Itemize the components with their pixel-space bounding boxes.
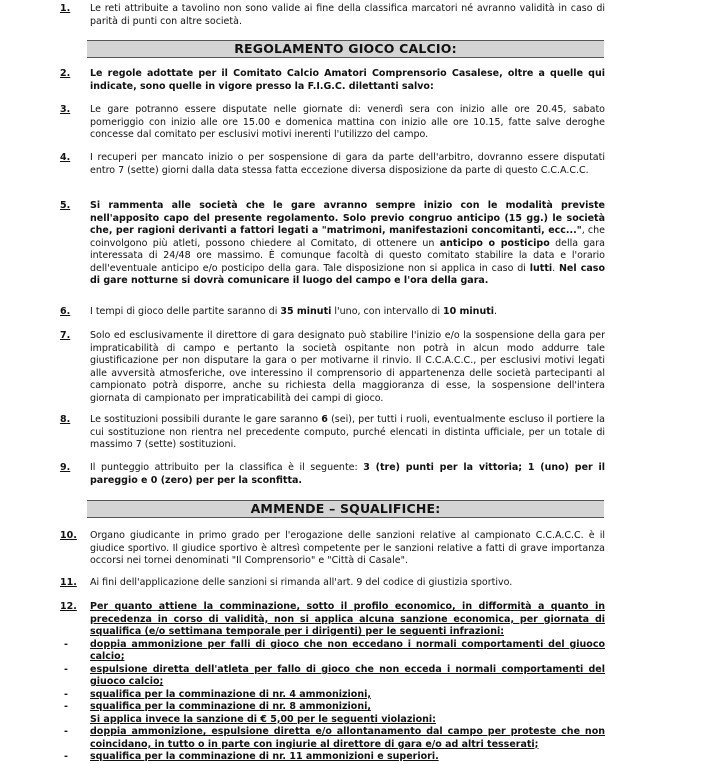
rule-number: 11. xyxy=(60,577,77,588)
rule-text: Le reti attribuite a tavolino non sono valide ai fine della classifica marcatori né avranno validità in caso di parità di punti con altre società. xyxy=(90,3,605,27)
bullet-text: espulsione diretta dell'atleta per fallo di gioco che non ecceda i normali comportamenti del giuoco calcio; xyxy=(90,663,605,688)
rule-11 xyxy=(60,577,605,590)
rule-6-duration: 35 minuti xyxy=(280,306,332,317)
rule-6-text-c: . xyxy=(494,306,498,317)
rule-8-text-a: Le sostituzioni possibili durante le gare saranno xyxy=(90,414,322,425)
rule-text: Le gare potranno essere disputate nelle giornate di: venerdì sera con inizio alle ore 20.45, sabato pomeriggio con inizio alle ore 15.00 e domenica mattina con inizio alle ore 10.15, fatte salve deroghe concesse dal comitato per esclusivi motivi inerenti l'utilizzo del campo. xyxy=(90,104,605,141)
rule-6-text-a: I tempi di gioco delle partite saranno di xyxy=(90,306,281,317)
bullet-text: squalifica per la comminazione di nr. 8 ammonizioni, xyxy=(90,701,371,713)
list-item xyxy=(60,726,605,751)
rule-text xyxy=(90,462,605,487)
rule-12-intro: Per quanto attiene la comminazione, sotto il profilo economico, in difformità a quanto in precedenza in corso di validità, non si applica alcuna sanzione economica, per giornata di squalifica (e/o settimana temporale per i dirigenti) per le seguenti infrazioni: xyxy=(90,601,605,638)
rule-text: Organo giudicante in primo grado per l'erogazione delle sanzioni relative al campionato C.C.A.C.C. è il giudice sportivo. Il giudice sportivo è altresì competente per le sanzioni relative a fatti di grave importanza occorsi nei tornei denominati "Il Comprensorio" e "Città di Casale". xyxy=(90,530,605,567)
rule-8-count: 6 xyxy=(321,414,328,425)
rule-number: 8. xyxy=(60,414,71,425)
rule-5-text-c: . xyxy=(552,262,559,274)
rule-5-text-b: della gara interessata di 24/48 ore massimo. È comunque facoltà di questo comitato stabilire la data e l'orario dell'eventuale anticipo e/o posticipo della gara. Tale disposizione non si applica in caso di xyxy=(90,237,605,274)
rule-text xyxy=(90,414,605,452)
rule-1 xyxy=(60,3,605,28)
rule-number: 10. xyxy=(60,530,77,541)
rule-6 xyxy=(60,306,605,319)
list-item xyxy=(60,689,605,702)
bullet-text: doppia ammonizione, espulsione diretta e/o allontanamento dal campo per proteste che non coincidano, in tutto o in parte con ingiurie al direttore di gara e/o ad altri tesserati; xyxy=(90,726,605,750)
rule-12-fine-intro: Si applica invece la sanzione di € 5,00 per le seguenti violazioni: xyxy=(90,713,436,725)
bullet-text: doppia ammonizione per falli di gioco che non eccedano i normali comportamenti del giuoco calcio; xyxy=(90,638,605,663)
rule-number: 2. xyxy=(60,68,71,79)
rule-10 xyxy=(60,530,605,568)
rule-12-list-free xyxy=(60,639,605,714)
list-item xyxy=(60,701,605,714)
rule-7 xyxy=(60,330,605,405)
rule-4 xyxy=(60,152,605,177)
section-heading-regolamento: REGOLAMENTO GIOCO CALCIO: xyxy=(87,40,604,58)
rule-number: 1. xyxy=(60,3,71,14)
rule-5-bold-lutti: lutti xyxy=(529,262,553,274)
bullet-dash: - xyxy=(64,688,68,700)
rule-9-text-a: Il punteggio attribuito per la classifica è il seguente: xyxy=(90,462,364,473)
rule-12 xyxy=(60,601,605,764)
rule-2 xyxy=(60,68,605,93)
bullet-dash: - xyxy=(64,701,68,713)
rule-6-text-b: l'uno, con intervallo di xyxy=(331,306,443,317)
rule-number: 6. xyxy=(60,306,71,317)
rule-3 xyxy=(60,104,605,142)
rule-number: 12. xyxy=(60,601,77,612)
list-item xyxy=(60,751,605,764)
rule-text xyxy=(90,200,605,288)
rule-5-bold-anticipo: anticipo o posticipo xyxy=(439,237,550,249)
rule-9-points: 3 (tre) punti per la vittoria; 1 (uno) per il pareggio e 0 (zero) per per la sconfitta. xyxy=(90,462,605,486)
rule-text: Ai fini dell'applicazione delle sanzioni si rimanda all'art. 9 del codice di giustizia sportivo. xyxy=(90,577,513,588)
rule-number: 9. xyxy=(60,462,71,473)
rule-number: 5. xyxy=(60,200,71,211)
bullet-text: squalifica per la comminazione di nr. 11 ammonizioni e superiori. xyxy=(90,751,439,763)
list-item xyxy=(60,664,605,689)
rule-number: 3. xyxy=(60,104,71,115)
rule-text xyxy=(90,306,605,319)
bullet-dash: - xyxy=(64,638,68,650)
rule-text: I recuperi per mancato inizio o per sospensione di gara da parte dell'arbitro, dovranno essere disputati entro 7 (sette) giorni dalla data stessa fatta eccezione diversa disposizione da parte di questo C.C.A.C.C. xyxy=(90,152,605,176)
rule-number: 7. xyxy=(60,330,71,341)
rule-5 xyxy=(60,200,605,288)
rule-text: Solo ed esclusivamente il direttore di gara designato può stabilire l'inizio e/o la sospensione della gara per impraticabilità di campo e pertanto la società ospitante non potrà in alcun modo addurre tale giustificazione per non disputare la gara o per motivarne il rinvio. Il C.C.A.C.C., per esclusivi motivi legati alle avversità atmosferiche, ove interessino il comprensorio di appartenenza delle società partecipanti al campionato potrà disporre, anche su richiesta della maggioranza di esse, la sospensione dell'intera giornata di campionato per impraticabilità dei campi di gioco. xyxy=(90,330,605,404)
rule-number: 4. xyxy=(60,152,71,163)
rule-9 xyxy=(60,462,605,487)
rule-5-text-a: , che coinvolgono più atleti, possono chiedere al Comitato, di ottenere un xyxy=(90,225,605,249)
rule-8 xyxy=(60,414,605,452)
rule-8-text-b: (sei), per tutti i ruoli, eventualmente escluso il portiere la cui sostituzione non rientra nel precedente computo, purché elencati in distinta ufficiale, per un totale di massimo 7 (sette) sostituzioni. xyxy=(90,414,606,451)
section-heading-ammende: AMMENDE – SQUALIFICHE: xyxy=(87,500,604,518)
bullet-dash: - xyxy=(64,726,68,738)
bullet-dash: - xyxy=(64,751,68,763)
rule-5-bold-intro: Si rammenta alle società che le gare avranno sempre inizio con le modalità previste nell'apposito capo del presente regolamento. Solo previo congruo anticipo (15 gg.) le società che, per ragioni derivanti a fattori legati a "matrimoni, manifestazioni concomitanti, ecc..." xyxy=(90,200,605,237)
bullet-dash: - xyxy=(64,663,68,675)
rule-12-list-fined xyxy=(60,726,605,764)
list-item xyxy=(60,639,605,664)
bullet-text: squalifica per la comminazione di nr. 4 ammonizioni, xyxy=(90,688,371,700)
rule-text: Le regole adottate per il Comitato Calcio Amatori Comprensorio Casalese, oltre a quelle qui indicate, sono quelle in vigore presso la F.I.G.C. dilettanti salvo: xyxy=(90,68,605,92)
rule-6-interval: 10 minuti xyxy=(443,306,495,317)
rule-5-bold-night: Nel caso di gare notturne si dovrà comunicare il luogo del campo e l'ora della gara. xyxy=(90,262,605,287)
